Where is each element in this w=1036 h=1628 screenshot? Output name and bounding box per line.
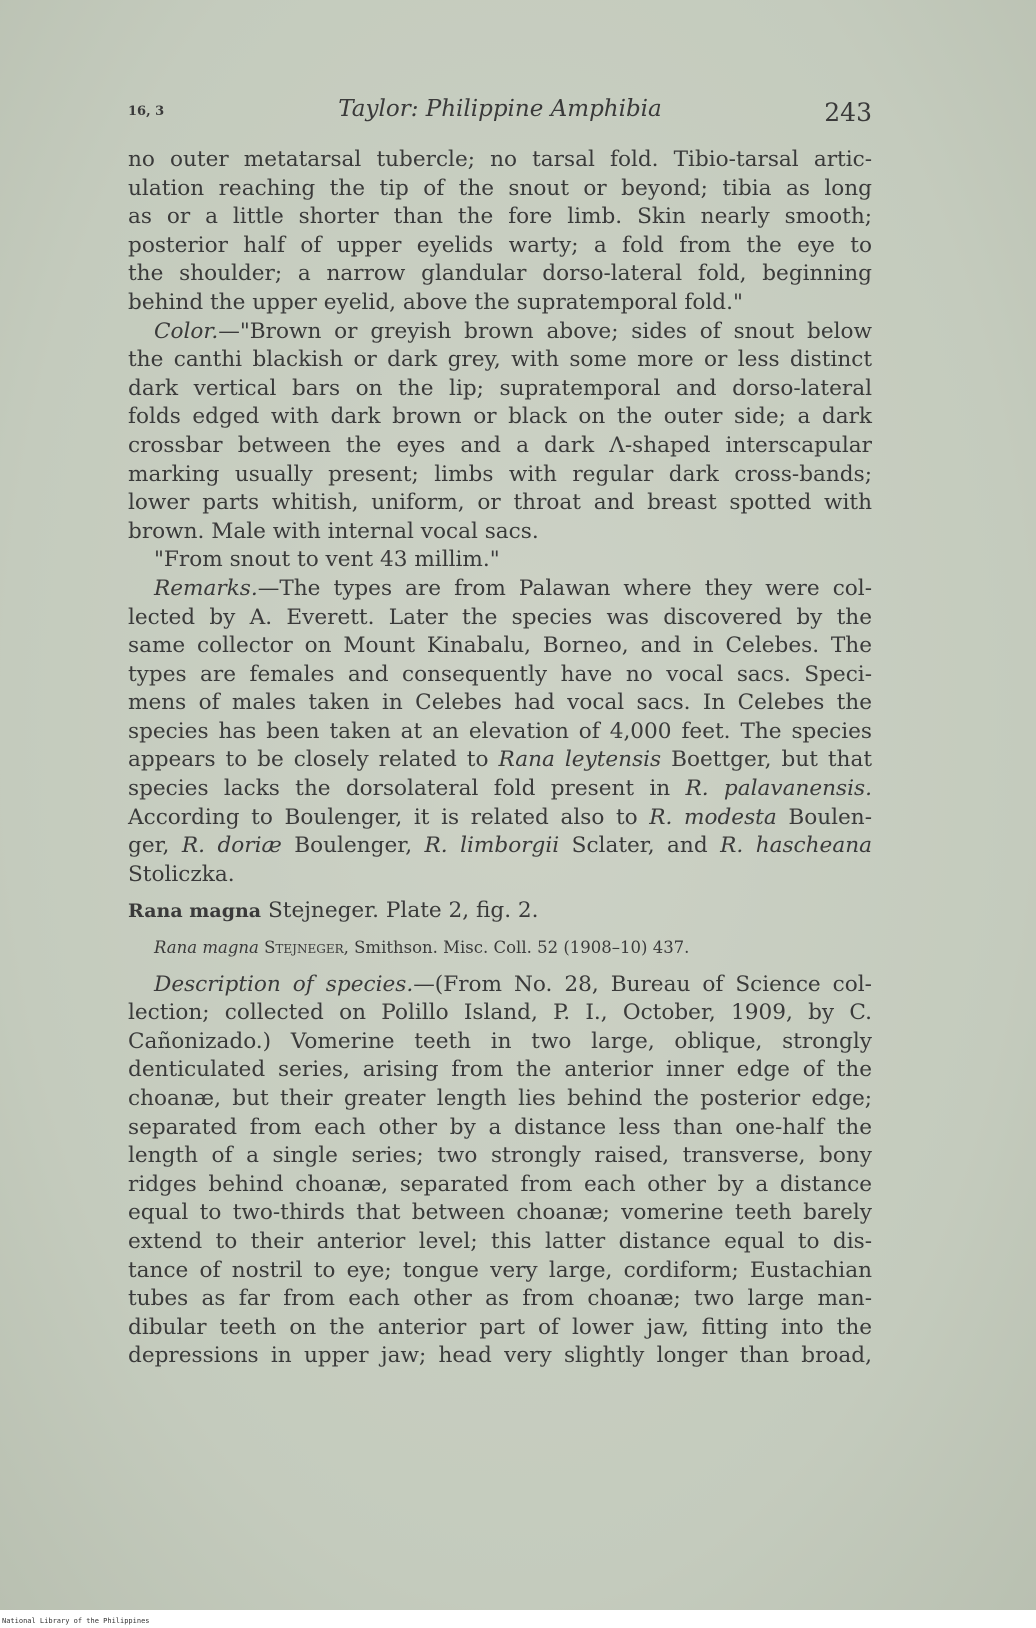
text-line: ridges behind choanæ, separated from each other by a distance: [128, 1171, 872, 1197]
text-line: [128, 775, 872, 804]
text-line: equal to two-thirds that between choanæ; vomerine teeth barely: [128, 1200, 872, 1226]
text-line: lected by A. Everett. Later the species was discovered by the: [128, 604, 872, 630]
text-line: dibular teeth on the anterior part of lower jaw, fitting into the: [128, 1314, 872, 1340]
text-run: According to Boulenger, it is related also to: [128, 804, 650, 830]
text-line: denticulated series, arising from the anterior inner edge of the: [128, 1057, 872, 1083]
text-line: posterior half of upper eyelids warty; a fold from the eye to: [128, 232, 872, 258]
text-line: crossbar between the eyes and a dark Λ-shaped interscapular: [128, 432, 872, 458]
page-body: [128, 146, 872, 1371]
volume-number: 16, 3: [128, 104, 165, 119]
text-line: tubes as far from each other as from choanæ; two large man-: [128, 1286, 872, 1312]
description-section: [128, 971, 872, 1000]
text-run: Boettger, but that: [661, 747, 873, 773]
citation-name: Rana magna: [154, 938, 259, 958]
description-label: Description of species.: [154, 971, 414, 997]
text-line: length of a single series; two strongly raised, transverse, bony: [128, 1143, 872, 1169]
text-run: —The types are from Palawan where they were col-: [257, 575, 872, 601]
species-name: R. doriæ: [181, 833, 282, 859]
text-line: brown. Male with internal vocal sacs.: [128, 518, 539, 544]
text-line: Stoliczka.: [128, 861, 235, 887]
text-line: types are females and consequently have no vocal sacs. Speci-: [128, 661, 872, 687]
scan-credit-bar: [0, 1610, 1036, 1628]
text-line: [128, 832, 872, 861]
species-citation: [128, 934, 872, 963]
text-line: tance of nostril to eye; tongue very large, cordiform; Eustachian: [128, 1257, 872, 1283]
text-line: marking usually present; limbs with regular dark cross-bands;: [128, 461, 872, 487]
text-line: Cañonizado.) Vomerine teeth in two large, oblique, strongly: [128, 1028, 872, 1054]
text-line: lower parts whitish, uniform, or throat and breast spotted with: [128, 490, 872, 516]
text-line: extend to their anterior level; this latter distance equal to dis-: [128, 1228, 872, 1254]
text-line: same collector on Mount Kinabalu, Borneo, and in Celebes. The: [128, 633, 872, 659]
text-line: [128, 804, 872, 833]
text-run: —(From No. 28, Bureau of Science col-: [413, 971, 872, 997]
species-name: Rana leytensis: [498, 747, 662, 773]
species-name: R. hascheana: [720, 833, 872, 859]
text-line: separated from each other by a distance less than one-half the: [128, 1114, 872, 1140]
text-line: species has been taken at an elevation of 4,000 feet. The species: [128, 718, 872, 744]
text-line: depressions in upper jaw; head very slightly longer than broad,: [128, 1343, 872, 1369]
species-name: R. modesta: [649, 804, 777, 830]
page-header: [128, 96, 872, 126]
text-line: as or a little shorter than the fore limb. Skin nearly smooth;: [128, 204, 872, 230]
running-title: Taylor: Philippine Amphibia: [338, 96, 662, 122]
text-run: species lacks the dorsolateral fold present in: [128, 776, 686, 802]
text-run: Boulen-: [776, 804, 873, 830]
text-run: ger,: [128, 833, 182, 859]
species-name: R. limborgii: [424, 833, 560, 859]
species-heading: [128, 897, 872, 926]
text-run: —"Brown or greyish brown above; sides of snout below: [218, 318, 872, 344]
remarks-label: Remarks.: [154, 575, 258, 601]
text-line: lection; collected on Polillo Island, P. I., October, 1909, by C.: [128, 1000, 872, 1026]
color-label: Color.: [154, 318, 219, 344]
text-line: no outer metatarsal tubercle; no tarsal fold. Tibio-tarsal artic-: [128, 147, 872, 172]
text-line: mens of males taken in Celebes had vocal sacs. In Celebes the: [128, 690, 872, 716]
size-line: "From snout to vent 43 millim.": [154, 547, 500, 573]
page-number: 243: [824, 98, 872, 127]
text-line: ulation reaching the tip of the snout or beyond; tibia as long: [128, 175, 872, 201]
text-line: dark vertical bars on the lip; supratemporal and dorso-lateral: [128, 375, 872, 401]
citation-author: Stejneger,: [258, 938, 349, 958]
text-run: appears to be closely related to: [128, 747, 499, 773]
species-name: R. palavanensis.: [685, 776, 872, 802]
species-heading-name: Rana magna: [128, 900, 262, 923]
text-line: the shoulder; a narrow glandular dorso-lateral fold, beginning: [128, 261, 872, 287]
text-line: choanæ, but their greater length lies behind the posterior edge;: [128, 1086, 872, 1111]
citation-ref: Smithson. Misc. Coll. 52 (1908–10) 437.: [348, 938, 690, 958]
text-line: the canthi blackish or dark grey, with some more or less distinct: [128, 347, 872, 373]
color-section: [128, 318, 872, 347]
remarks-section: [128, 575, 872, 604]
text-line: folds edged with dark brown or black on the outer side; a dark: [128, 404, 872, 430]
text-line: behind the upper eyelid, above the supratemporal fold.": [128, 289, 743, 315]
species-heading-author: Stejneger. Plate 2, fig. 2.: [261, 898, 539, 924]
scan-credit: National Library of the Philippines: [2, 1617, 150, 1625]
text-line: [128, 746, 872, 775]
text-run: Sclater, and: [559, 833, 721, 859]
text-run: Boulenger,: [281, 833, 425, 859]
